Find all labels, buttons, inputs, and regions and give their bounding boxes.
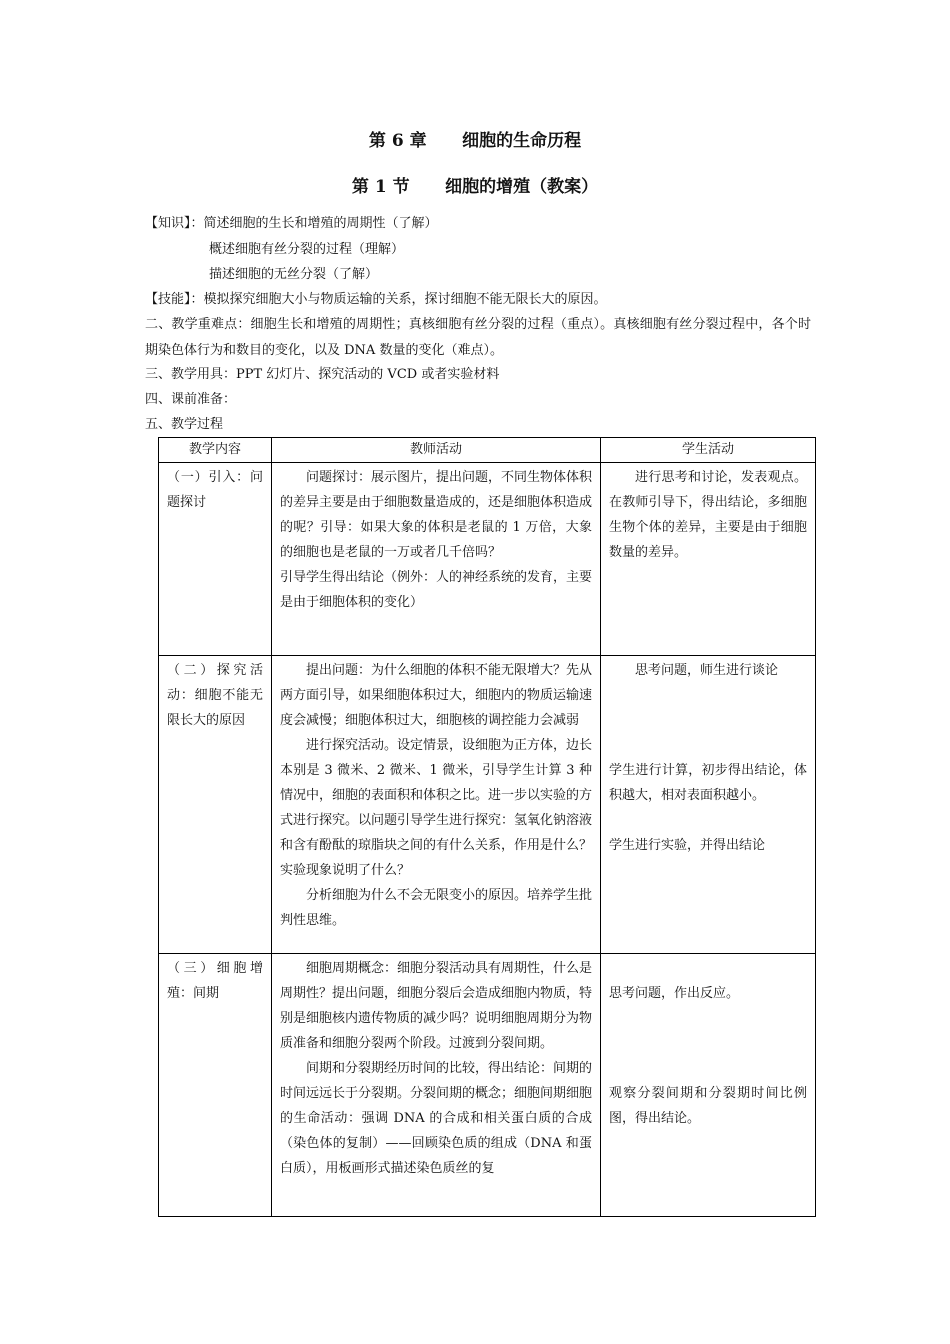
teaching-tools: 三、教学用具：PPT 幻灯片、探究活动的 VCD 或者实验材料 [145,367,500,382]
row2-teacher-p1: 提出问题：为什么细胞的体积不能无限增大？先从两方面引导，如果细胞体积过大，细胞内的物质运输速度会减慢；细胞体积过大，细胞核的调控能力会减弱 [280,663,593,728]
skill-label: 【技能】： [145,292,204,307]
teaching-process-heading: 五、教学过程 [145,417,224,432]
row1-student-p1: 进行思考和讨论，发表观点。在教师引导下，得出结论，多细胞生物个体的差异，主要是由于细胞数量的差异。 [609,470,807,560]
row2-student-p3: 学生进行实验，并得出结论 [609,838,766,853]
section-title: 第 1 节 细胞的增殖（教案） [351,177,599,197]
header-teacher: 教师活动 [272,438,601,463]
spacer [609,1056,807,1081]
spacer [609,708,807,733]
skill-text: 模拟探究细胞大小与物质运输的关系，探讨细胞不能无限长大的原因。 [203,292,607,307]
row1-teacher-p2: 引导学生得出结论（例外：人的神经系统的发育，主要是由于细胞体积的变化） [280,570,593,610]
skill-line [145,290,607,310]
row3-student [601,954,816,1217]
row3-student-p2: 观察分裂间期和分裂期时间比例图，得出结论。 [609,1086,807,1126]
row2-teacher-p3: 分析细胞为什么不会无限变小的原因。培养学生批判性思维。 [280,888,593,928]
knowledge-line-1 [145,214,438,234]
knowledge-item-2: 概述细胞有丝分裂的过程（理解） [209,242,405,257]
row3-teacher [272,954,601,1217]
row2-teacher [272,656,601,954]
row3-teacher-p2: 间期和分裂期经历时间的比较，得出结论：间期的时间远远长于分裂期。分裂间期的概念；细胞间期细胞的生命活动：强调 DNA 的合成和相关蛋白质的合成（染色体的复制）——回顾染色质的组成（DNA 和蛋白质），用板画形式描述染色质丝的复 [280,1061,593,1176]
header-student: 学生活动 [601,438,816,463]
row2-teacher-p2: 进行探究活动。设定情景，设细胞为正方体，边长本别是 3 微米、2 微米、1 微米，引导学生计算 3 种情况中，细胞的表面积和体积之比。进一步以实验的方式进行探究。以问题引导学生进行探究：氢氧化钠溶液和含有酚酞的琼脂块之间的有什么关系，作用是什么？实验现象说明了什么？ [280,738,593,878]
knowledge-label: 【知识】： [145,216,204,231]
spacer [609,683,807,708]
table-row [159,954,816,1217]
row1-teacher [272,463,601,656]
spacer [609,808,807,833]
row2-student-p2: 学生进行计算，初步得出结论，体积越大，相对表面积越小。 [609,763,807,803]
table-row [159,656,816,954]
row1-student [601,463,816,656]
knowledge-item-3: 描述细胞的无丝分裂（了解） [209,267,379,282]
header-content: 教学内容 [159,438,272,463]
lesson-table [158,437,816,1217]
key-points: 二、教学重难点：细胞生长和增殖的周期性；真核细胞有丝分裂的过程（重点）。真核细胞有丝分裂过程中，各个时期染色体行为和数目的变化，以及 DNA 数量的变化（难点）。 [145,317,811,358]
row2-student-p1: 思考问题，师生进行谈论 [635,663,779,678]
spacer [609,1006,807,1031]
spacer [609,733,807,758]
table-header-row [159,438,816,463]
row3-teacher-p1: 细胞周期概念：细胞分裂活动具有周期性，什么是周期性？提出问题，细胞分裂后会造成细胞内物质，特别是细胞核内遗传物质的减少吗？说明细胞周期分为物质准备和细胞分裂两个阶段。过渡到分裂间期。 [280,961,593,1051]
chapter-title: 第 6 章 细胞的生命历程 [368,131,582,151]
row1-content: （一）引入：问题探讨 [159,463,272,656]
table-row [159,463,816,656]
row1-teacher-p1: 问题探讨：展示图片，提出问题，不同生物体体积的差异主要是由于细胞数量造成的，还是细胞体积造成的呢？引导：如果大象的体积是老鼠的 1 万倍，大象的细胞也是老鼠的一万或者几千倍吗？ [280,470,593,560]
row3-content: （三）细胞增殖：间期 [159,954,272,1217]
row3-student-p1: 思考问题，作出反应。 [609,986,740,1001]
knowledge-item-1: 简述细胞的生长和增殖的周期性（了解） [203,216,438,231]
row2-content: （二）探究活动：细胞不能无限长大的原因 [159,656,272,954]
spacer [609,956,807,981]
row2-student [601,656,816,954]
pre-class-preparation: 四、课前准备： [145,392,237,407]
spacer [609,1031,807,1056]
